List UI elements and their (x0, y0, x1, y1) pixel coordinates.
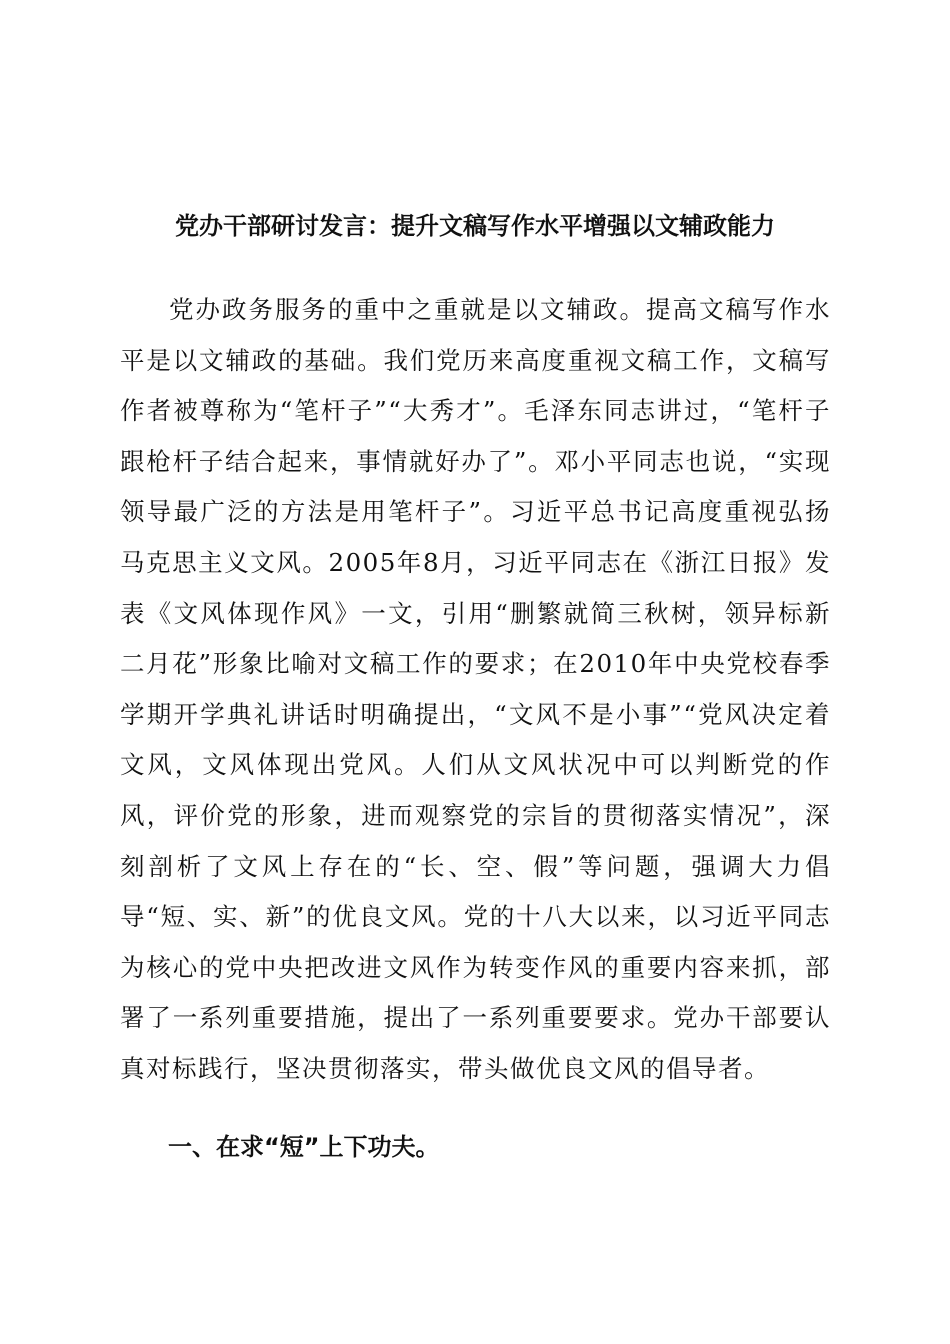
body-paragraph: 党办政务服务的重中之重就是以文辅政。提高文稿写作水平是以文辅政的基础。我们党历来高度重视文稿工作，文稿写作者被尊称为“笔杆子”“大秀才”。毛泽东同志讲过，“笔杆子跟枪杆子结合起来，事情就好办了”。邓小平同志也说，“实现领导最广泛的方法是用笔杆子”。习近平总书记高度重视弘扬马克思主义文风。2005年8月，习近平同志在《浙江日报》发表《文风体现作风》一文，引用“删繁就简三秋树，领异标新二月花”形象比喻对文稿工作的要求；在2010年中央党校春季学期开学典礼讲话时明确提出，“文风不是小事”“党风决定着文风，文风体现出党风。人们从文风状况中可以判断党的作风，评价党的形象，进而观察党的宗旨的贯彻落实情况”，深刻剖析了文风上存在的“长、空、假”等问题，强调大力倡导“短、实、新”的优良文风。党的十八大以来，以习近平同志为核心的党中央把改进文风作为转变作风的重要内容来抓，部署了一系列重要措施，提出了一系列重要要求。党办干部要认真对标践行，坚决贯彻落实，带头做优良文风的倡导者。 (120, 295, 831, 1083)
section-heading: 一、在求“短”上下功夫。 (168, 1133, 440, 1161)
document-title: 党办干部研讨发言：提升文稿写作水平增强以文辅政能力 (175, 211, 775, 240)
